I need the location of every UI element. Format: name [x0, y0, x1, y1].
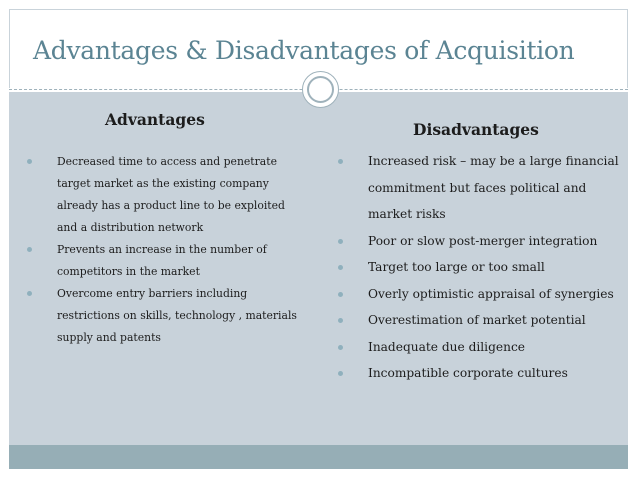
advantages-list	[27, 151, 297, 349]
list-item: Prevents an increase in the number of competitors in the market	[27, 239, 297, 283]
disadvantages-heading: Disadvantages	[413, 120, 539, 139]
advantages-heading: Advantages	[105, 110, 205, 129]
bullet-icon	[27, 247, 32, 252]
slide-title: Advantages & Disadvantages of Acquisition	[33, 36, 575, 65]
bullet-icon	[27, 159, 32, 164]
list-item: Inadequate due diligence	[338, 334, 619, 361]
list-item: Poor or slow post-merger integration	[338, 228, 619, 255]
list-item: Target too large or too small	[338, 254, 619, 281]
footer-bar	[9, 445, 628, 469]
circle-ornament-icon	[302, 71, 339, 108]
list-item: Decreased time to access and penetrate target market as the existing company already has a product line to be exploited and a distribution network	[27, 151, 297, 239]
bullet-icon	[338, 265, 343, 270]
bullet-icon	[27, 291, 32, 296]
disadvantages-list	[338, 148, 619, 387]
bullet-icon	[338, 371, 343, 376]
list-item: Overestimation of market potential	[338, 307, 619, 334]
list-item: Increased risk – may be a large financial commitment but faces political and market risks	[338, 148, 619, 228]
list-item: Overly optimistic appraisal of synergies	[338, 281, 619, 308]
bullet-icon	[338, 318, 343, 323]
list-item: Incompatible corporate cultures	[338, 360, 619, 387]
bullet-icon	[338, 345, 343, 350]
list-item: Overcome entry barriers including restrictions on skills, technology , materials supply and patents	[27, 283, 297, 349]
bullet-icon	[338, 239, 343, 244]
bullet-icon	[338, 292, 343, 297]
bullet-icon	[338, 159, 343, 164]
